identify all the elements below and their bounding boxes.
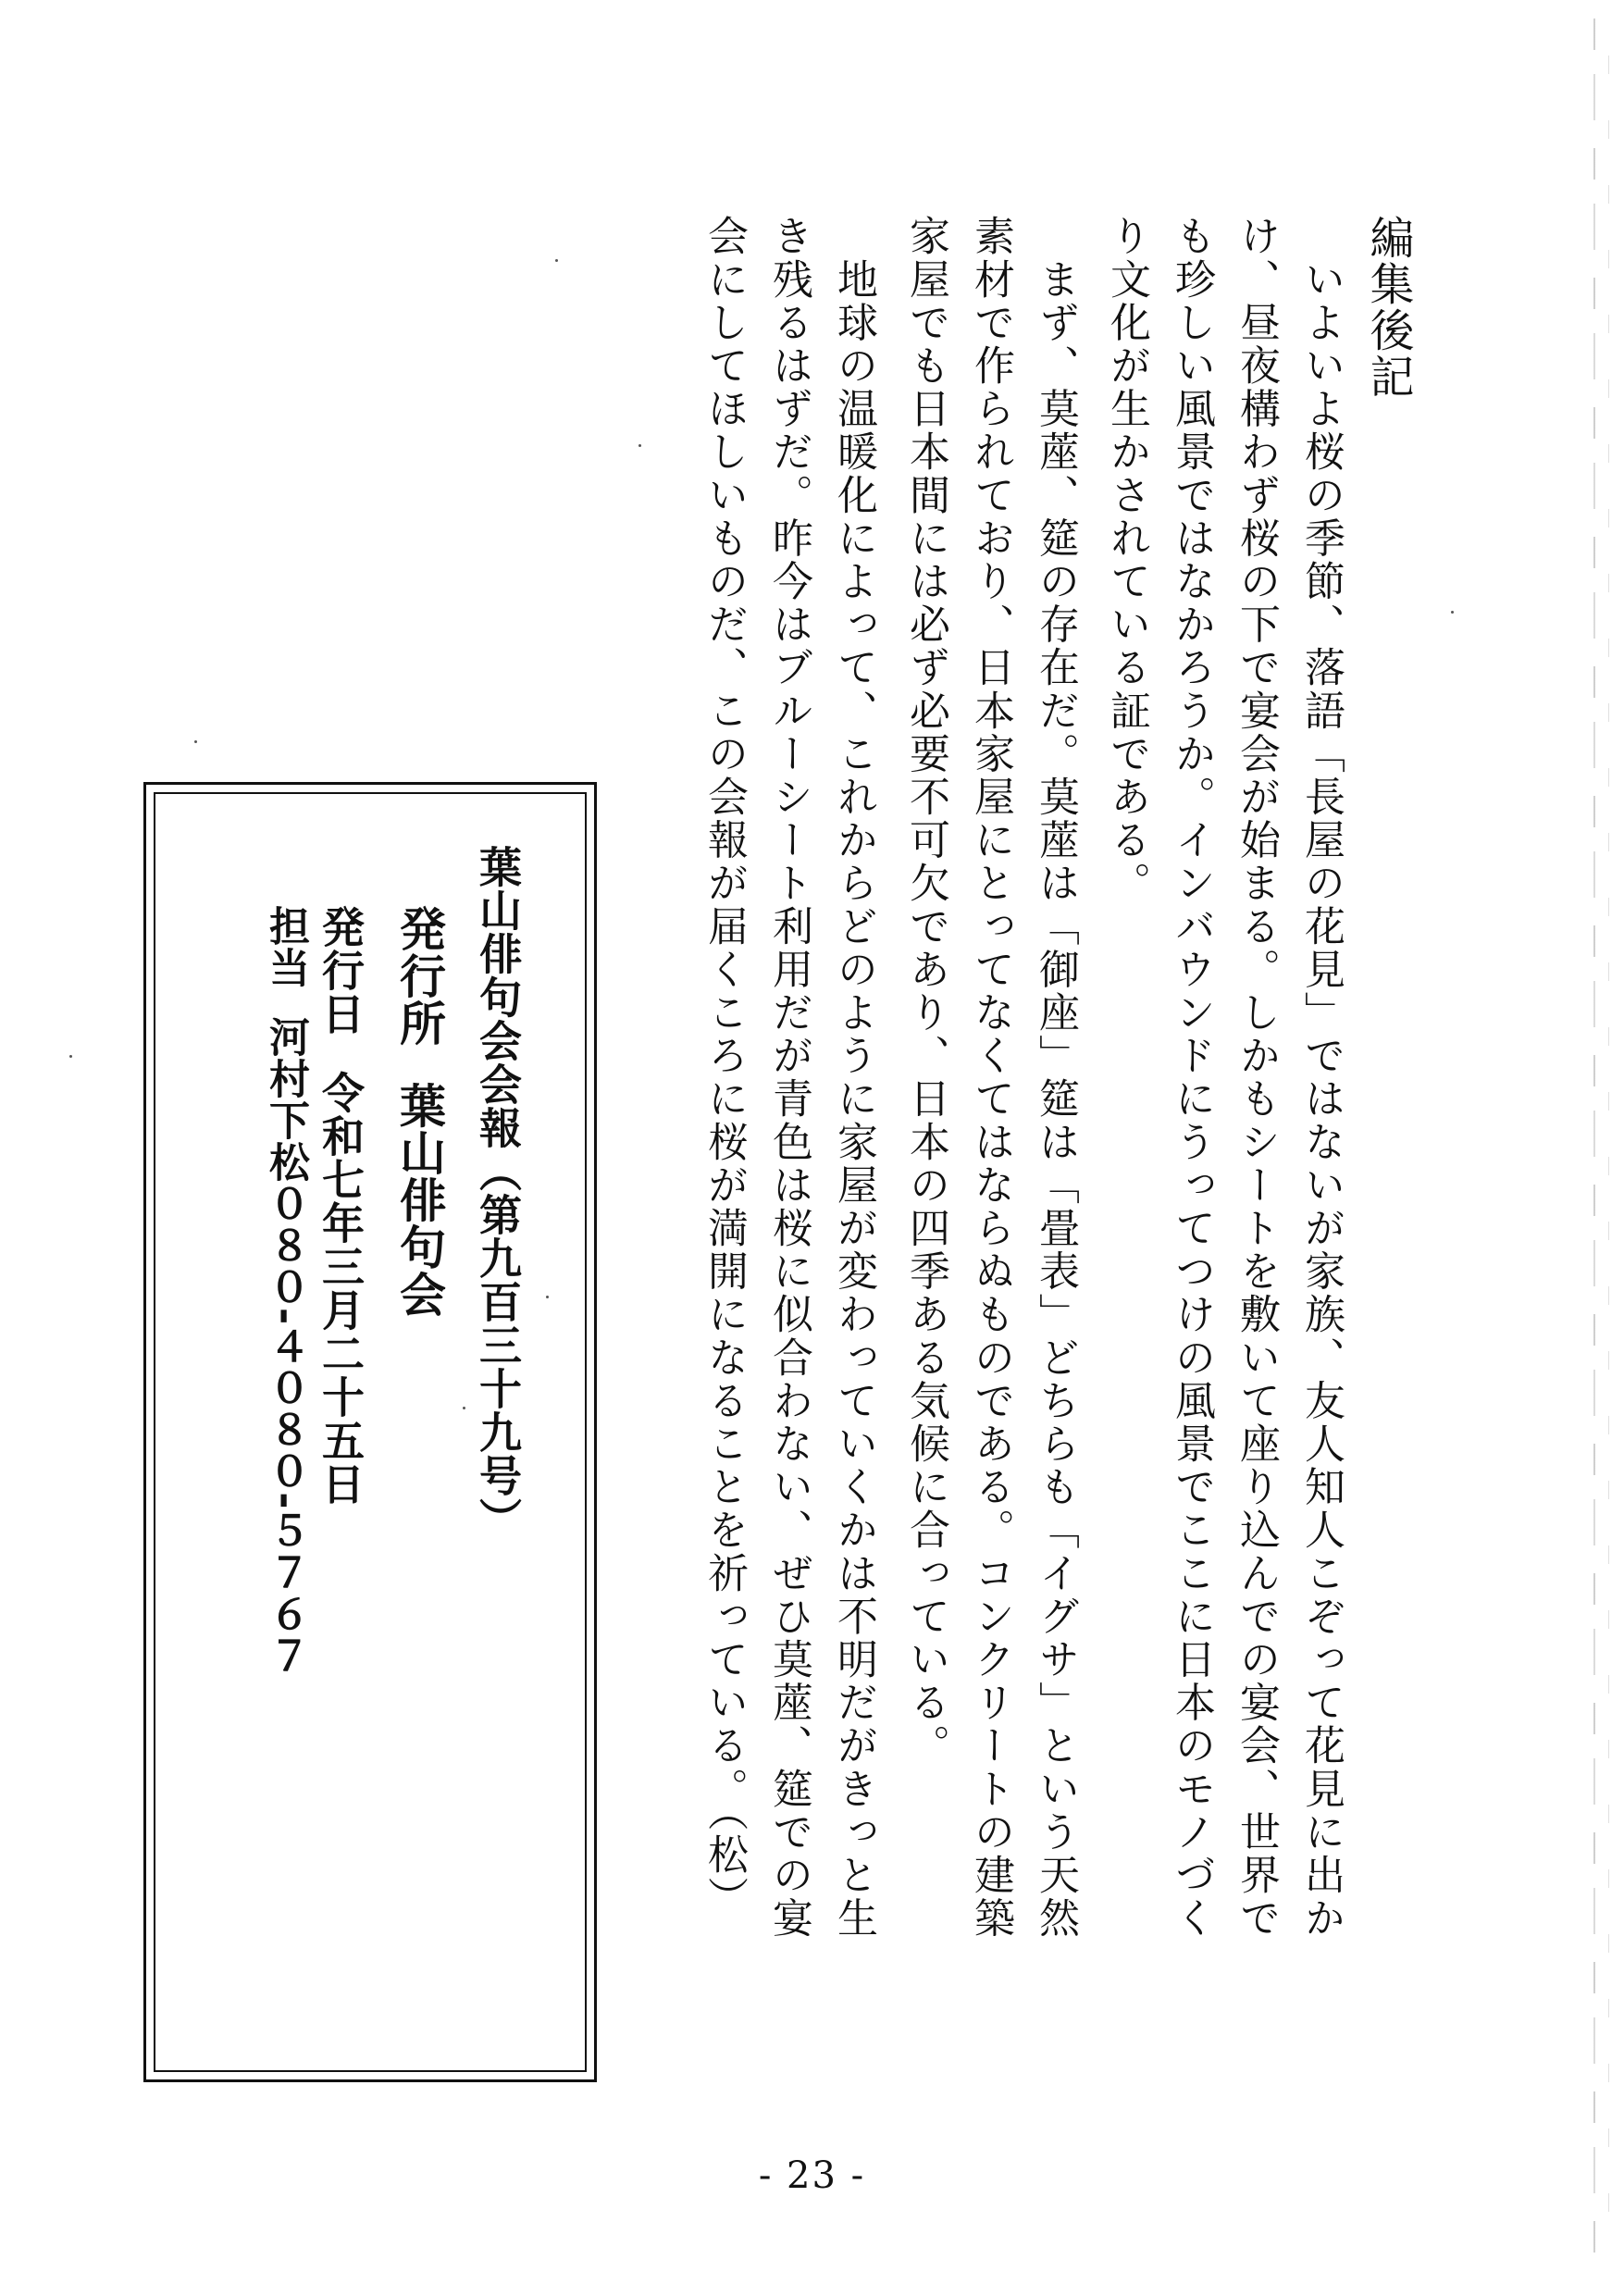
page-number: - 23 - (758, 2154, 866, 2197)
body-column-2: け、昼夜構わず桜の下で宴会が始まる。しかもシートを敷いて座り込んでの宴会、世界で (1233, 215, 1280, 1940)
body-column-3: も珍しい風景ではなかろうか。インバウンドにうってつけの風景でここに日本のモノづく (1168, 215, 1215, 1940)
body-column-4: り文化が生かされている証である。 (1103, 215, 1150, 905)
publisher-name: 葉山俳句会 (392, 1082, 446, 1318)
scan-speck (69, 1055, 72, 1058)
body-column-1: いよいよ桜の季節、落語「長屋の花見」ではないが家族、友人知人こぞって花見に出か (1297, 215, 1345, 1940)
publisher-line (391, 905, 447, 1318)
scan-speck (555, 259, 558, 262)
body-column-8: 地球の温暖化によって、これからどのように家屋が変わっていくかは不明だがきっと生 (830, 215, 877, 1940)
newsletter-title: 葉山俳句会会報（第九百三十九号） (473, 845, 523, 1541)
scan-speck (463, 1407, 465, 1409)
scan-speck (1451, 611, 1454, 614)
editorial-heading: 編集後記 (1362, 215, 1414, 400)
body-column-7: 家屋でも日本間には必ず必要不可欠であり、日本の四季ある気候に合っている。 (902, 215, 949, 1768)
date-value: 令和七年三月二十五日 (316, 1071, 366, 1506)
date-label: 発行日 (316, 905, 366, 1036)
body-column-6: 素材で作られており、日本家屋にとってなくてはならぬものである。コンクリートの建築 (967, 215, 1014, 1940)
scan-speck (638, 444, 641, 447)
contact-label: 担当 (262, 905, 309, 988)
publisher-label: 発行所 (392, 905, 446, 1047)
body-column-10: 会にしてほしいものだ、この会報が届くころに桜が満開になることを祈っている。（松） (700, 215, 748, 1919)
scan-speck (546, 1296, 549, 1298)
colophon-box (143, 782, 597, 2082)
body-column-5: まず、莫蓙、筵の存在だ。莫蓙は「御座」筵は「畳表」どちらも「イグサ」という天然 (1032, 215, 1079, 1940)
scan-edge-line (1593, 19, 1595, 2277)
issue-date-line (313, 905, 368, 1506)
scan-speck (194, 740, 197, 743)
body-column-9: き残るはずだ。昨今はブルーシート利用だが青色は桜に似合わない、ぜひ莫蓙、筵での宴 (765, 215, 812, 1940)
contact-value: 河村下松０８０-４０８０-５７６７ (262, 1016, 309, 1677)
contact-line (257, 905, 313, 1677)
scan-edge-line-secondary (1608, 56, 1609, 2258)
